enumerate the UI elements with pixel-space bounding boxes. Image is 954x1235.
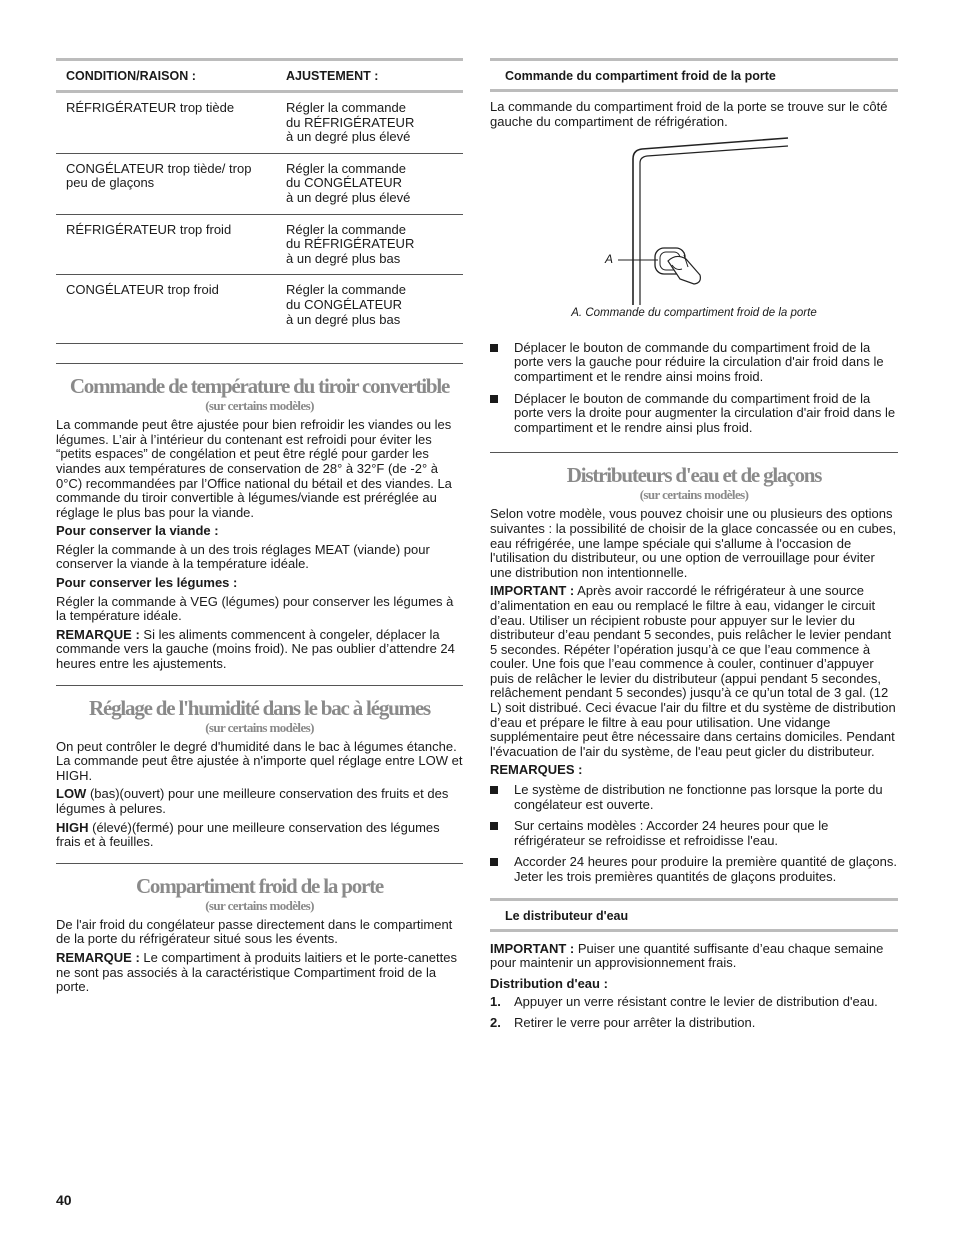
table-row [56,275,463,344]
dispensers-intro: Selon votre modèle, vous pouvez choisir une ou plusieurs des options suivantes : la possibilité de choisir de la glace concassée ou en cubes, eau réfrigérée, une lampe spéciale qui s'allume à l'occasion de l'utilisation du distributeur, ou une option de verrouillage pour éviter une distribution non intentionnelle. [490,506,897,580]
table-row [56,153,463,214]
table-cell-adjust: Régler la commande du CONGÉLATEUR à un degré plus élevé [276,153,463,214]
list-item: Déplacer le bouton de commande du compartiment froid de la porte vers la droite pour augmenter la circulation d'air froid dans le compartiment et le rendre ainsi plus froid. [490,392,898,436]
humidity-high: HIGH (élevé)(fermé) pour une meilleure conservation des légumes frais et à feuilles. [56,819,440,850]
dispensers-section [490,453,898,884]
veg-heading: Pour conserver les légumes : [56,575,238,591]
convertible-subtitle: (sur certains modèles) [205,398,314,414]
door-control-intro: La commande du compartiment froid de la porte se trouve sur le côté gauche du compartiment de réfrigération. [490,99,888,129]
door-control-heading: Commande du compartiment froid de la porte [490,58,898,92]
water-important: IMPORTANT : Puiser une quantité suffisante d’eau chaque semaine pour maintenir un approvisionnement frais. [490,940,884,971]
remarks-heading: REMARQUES : [490,762,583,778]
list-item: Le système de distribution ne fonctionne pas lorsque la porte du congélateur est ouverte. [490,783,898,812]
door-compartment-section [56,864,463,995]
humidity-low: LOW (bas)(ouvert) pour une meilleure conservation des fruits et des légumes à pelures. [56,786,449,816]
figure-label-a: A [605,252,614,267]
left-column [56,58,463,999]
square-bullet-icon [490,786,498,794]
page-number: 40 [56,1192,72,1208]
list-item: Accorder 24 heures pour produire la première quantité de glaçons. Jeter les trois premières quantités de glaçons produites. [490,855,898,884]
door-compartment-intro: De l'air froid du congélateur passe directement dans le compartiment de la porte du réfrigérateur situé sous les évents. [56,916,453,947]
convertible-note: REMARQUE : Si les aliments commencent à congeler, déplacer la commande vers la gauche (moins froid). Ne pas oublier d’attendre 24 heures entre les ajustements. [56,626,455,672]
square-bullet-icon [490,858,498,866]
remarks-list [490,783,898,885]
humidity-section [56,686,463,850]
list-item: 1. Appuyer un verre résistant contre le levier de distribution d'eau. [490,994,878,1010]
door-control-figure [490,133,898,308]
dispensers-title: Distributeurs d'eau et de glaçons [566,463,822,488]
water-steps [490,995,898,1030]
water-dist-heading: Distribution d'eau : [490,975,608,991]
table-header-condition: CONDITION/RAISON : [56,60,276,92]
table-header-row [56,60,463,92]
table-cell-condition: RÉFRIGÉRATEUR trop tiède [56,92,276,154]
door-compartment-subtitle: (sur certains modèles) [205,897,314,913]
dispensers-important: IMPORTANT : Après avoir raccordé le réfrigérateur à une source d’alimentation en eau ou remplacé le filtre à eau, vidanger le circuit d’eau. Utiliser un récipient robuste pour appuyer sur le levier du distributeur d’eau pendant 5 secondes, puis relâcher le levier pendant 5 secondes. Répéter l’opération jusqu’à ce que l’eau commence à couler. Une fois que l’eau commence à couler, continuer d’appuyer puis de relâcher le levier du distributeur (appui pendant 5 secondes, relâchement pendant 5 secondes) jusqu’à ce qu’un total de 3 gal. (12 L) soit distribué. Ceci évacue l'air du filtre et du système de distribution d’eau et prépare le filtre à eau pour utilisation. Une vidange supplémentaire peut être nécessaire dans certains domiciles. Pendant l'évacuation de l'air du système, de l'eau peut gicler du distributeur. [490,583,896,759]
list-item: Sur certains modèles : Accorder 24 heures pour que le réfrigérateur se refroidisse et refroidisse l'eau. [490,819,898,848]
table-row [56,214,463,275]
table-cell-adjust: Régler la commande du RÉFRIGÉRATEUR à un degré plus élevé [276,92,463,154]
humidity-title: Réglage de l'humidité dans le bac à légumes [89,695,430,720]
convertible-title: Commande de température du tiroir convertible [69,374,450,399]
table-header-adjust: AJUSTEMENT : [276,60,463,92]
meat-text: Régler la commande à un des trois réglages MEAT (viande) pour conserver la viande à la température idéale. [56,541,430,572]
convertible-drawer-section [56,364,463,672]
list-item: 2. Retirer le verre pour arrêter la distribution. [490,1014,756,1030]
figure-caption: A. Commande du compartiment froid de la porte [571,307,817,320]
door-compartment-note: REMARQUE : Le compartiment à produits laitiers et le porte-canettes ne sont pas associés à la caractéristique Compartiment froid de la porte. [56,949,457,995]
table-cell-condition: RÉFRIGÉRATEUR trop froid [56,214,276,275]
door-control-list [490,341,898,436]
convertible-intro: La commande peut être ajustée pour bien refroidir les viandes ou les légumes. L’air à l’intérieur du contenant est refroidi pour éviter les “petits espaces” de congélation et peut être réglé pour garder les viandes aux températures de conservation de 28° à 32°F (de -2° à 0°C) recommandées par l’Office national du bétail et des viandes. La commande du tiroir convertible à légumes/viande est préréglée au réglage le plus bas pour la viande. [56,417,452,520]
humidity-subtitle: (sur certains modèles) [205,719,314,735]
adjustment-table [56,58,463,344]
refrigerator-door-illustration [490,133,898,308]
table-cell-adjust: Régler la commande du CONGÉLATEUR à un degré plus bas [276,275,463,344]
table-cell-condition: CONGÉLATEUR trop tiède/ trop peu de glaçons [56,153,276,214]
door-compartment-title: Compartiment froid de la porte [135,873,384,898]
meat-heading: Pour conserver la viande : [56,523,219,539]
dispensers-subtitle: (sur certains modèles) [639,487,749,503]
table-cell-condition: CONGÉLATEUR trop froid [56,275,276,344]
list-item: Déplacer le bouton de commande du compartiment froid de la porte vers la gauche pour réduire la circulation d'air froid dans le compartiment et le rendre ainsi moins froid. [490,341,898,385]
right-column [490,58,898,1037]
table-cell-adjust: Régler la commande du RÉFRIGÉRATEUR à un degré plus bas [276,214,463,275]
square-bullet-icon [490,344,498,352]
square-bullet-icon [490,395,498,403]
water-dispenser-heading: Le distributeur d'eau [490,898,898,932]
humidity-intro: On peut contrôler le degré d'humidité dans le bac à légumes étanche. La commande peut être ajustée à n'importe quel réglage entre LOW et HIGH. [56,738,463,783]
table-row [56,92,463,154]
veg-text: Régler la commande à VEG (légumes) pour conserver les légumes à la température idéale. [56,593,454,624]
square-bullet-icon [490,822,498,830]
